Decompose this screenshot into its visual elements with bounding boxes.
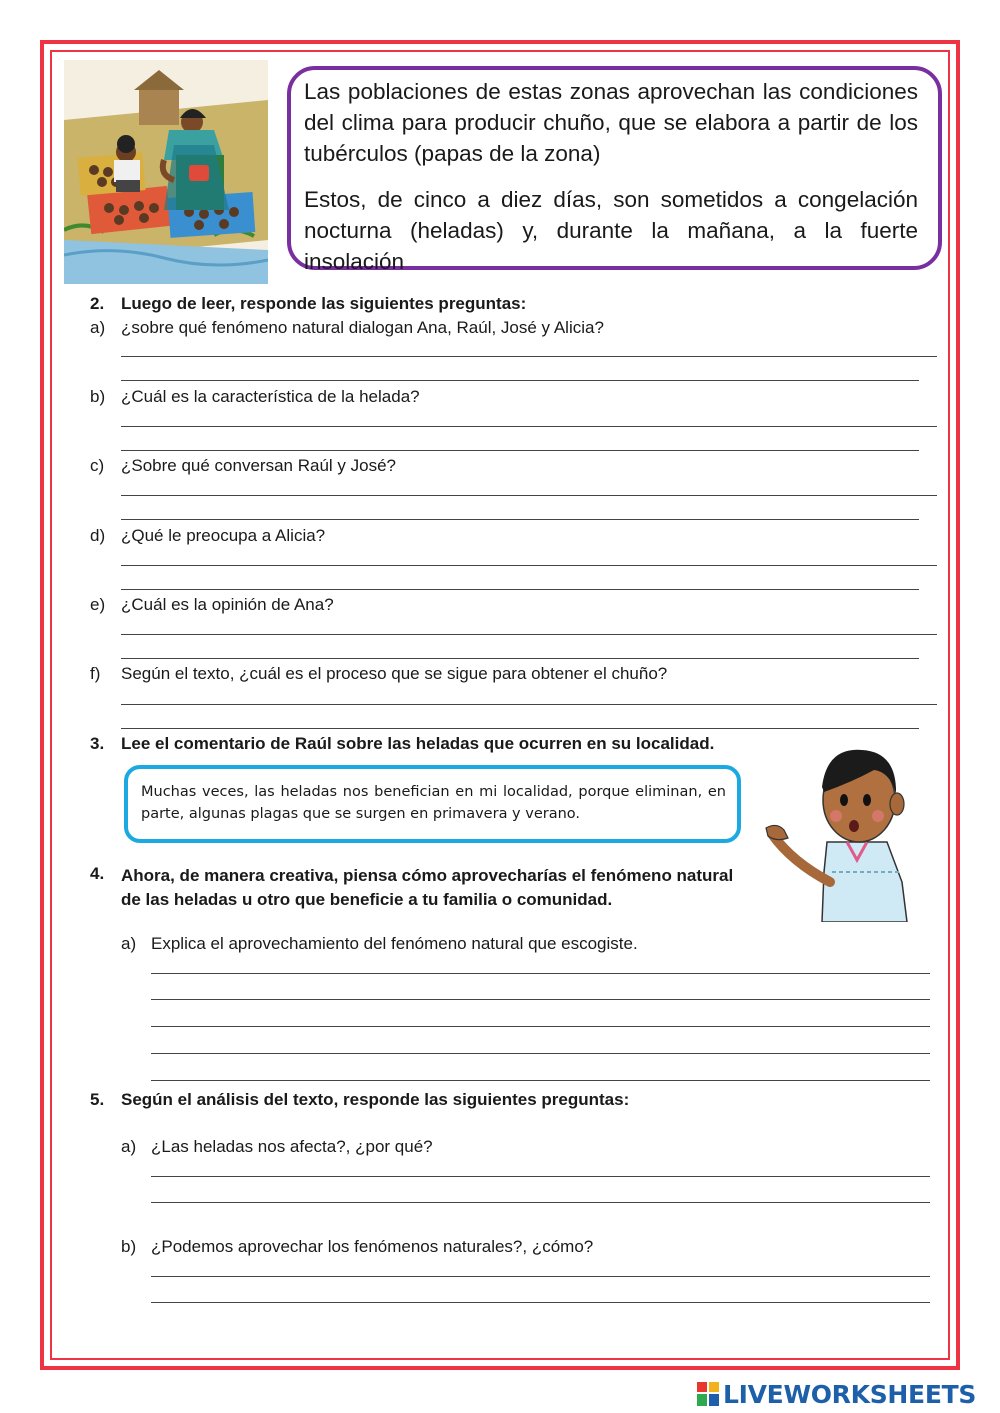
question-text: ¿Las heladas nos afecta?, ¿por qué? (151, 1137, 433, 1156)
question-text: Explica el aprovechamiento del fenómeno natural que escogiste. (151, 934, 638, 953)
answer-line[interactable] (121, 495, 937, 496)
border-corner-mark (70, 40, 100, 44)
question-letter: d) (90, 526, 106, 545)
liveworksheets-logo (697, 1380, 976, 1408)
question-letter: a) (121, 1137, 137, 1156)
boy-illustration (762, 742, 912, 922)
intro-paragraph: Estos, de cinco a diez días, son sometidos a congelación nocturna (heladas) y, durante la mañana, a la fuerte insolación (304, 187, 918, 274)
border-corner-mark (900, 1366, 930, 1370)
question-text: ¿Cuál es la característica de la helada? (121, 387, 420, 406)
question-text: ¿Sobre qué conversan Raúl y José? (121, 456, 396, 475)
brand-name: LIVEWORKSHEETS (723, 1379, 977, 1409)
intro-text (304, 76, 918, 292)
question-letter: b) (121, 1237, 137, 1256)
answer-line[interactable] (121, 634, 937, 635)
answer-line[interactable] (121, 356, 937, 357)
question-text: ¿Qué le preocupa a Alicia? (121, 526, 326, 545)
question-text: ¿sobre qué fenómeno natural dialogan Ana, Raúl, José y Alicia? (121, 318, 604, 337)
section-title: Luego de leer, responde las siguientes preguntas: (121, 294, 527, 313)
section-title: Lee el comentario de Raúl sobre las heladas que ocurren en su localidad. (121, 734, 715, 753)
answer-line[interactable] (151, 1026, 930, 1027)
chuno-drying-illustration (64, 60, 268, 284)
section-number: 4. (90, 864, 105, 883)
answer-line[interactable] (121, 519, 919, 520)
border-corner-mark (900, 40, 930, 44)
answer-line[interactable] (151, 1302, 930, 1303)
answer-line[interactable] (121, 728, 919, 729)
answer-line[interactable] (151, 973, 930, 974)
section-title: Ahora, de manera creativa, piensa cómo aprovecharías el fenómeno natural de las heladas u otro que beneficie a tu familia o comunidad. (121, 866, 734, 909)
answer-line[interactable] (121, 426, 937, 427)
answer-line[interactable] (121, 450, 919, 451)
section-number: 3. (90, 734, 105, 753)
intro-paragraph: Las poblaciones de estas zonas aprovechan las condiciones del clima para producir chuño, que se elabora a partir de los tubérculos (papas de la zona) (304, 79, 918, 166)
answer-line[interactable] (151, 1202, 930, 1203)
question-letter: e) (90, 595, 106, 614)
section-number: 2. (90, 294, 105, 313)
answer-line[interactable] (151, 999, 930, 1000)
answer-line[interactable] (121, 704, 937, 705)
liveworksheets-logo-icon (697, 1382, 719, 1406)
question-letter: f) (90, 664, 101, 683)
answer-line[interactable] (151, 1276, 930, 1277)
answer-line[interactable] (121, 589, 919, 590)
question-letter: c) (90, 456, 105, 475)
answer-line[interactable] (121, 658, 919, 659)
question-text: ¿Cuál es la opinión de Ana? (121, 595, 334, 614)
answer-line[interactable] (151, 1080, 930, 1081)
question-letter: a) (121, 934, 137, 953)
border-corner-mark (70, 1366, 100, 1370)
question-text: ¿Podemos aprovechar los fenómenos naturales?, ¿cómo? (151, 1237, 594, 1256)
question-text: Según el texto, ¿cuál es el proceso que se sigue para obtener el chuño? (121, 664, 668, 683)
answer-line[interactable] (151, 1053, 930, 1054)
section-number: 5. (90, 1090, 105, 1109)
section-title: Según el análisis del texto, responde las siguientes preguntas: (121, 1090, 630, 1109)
question-letter: b) (90, 387, 106, 406)
raul-comment: Muchas veces, las heladas nos benefician en mi localidad, porque eliminan, en parte, algunas plagas que se surgen en primavera y verano. (141, 784, 726, 822)
answer-line[interactable] (121, 380, 919, 381)
answer-line[interactable] (151, 1176, 930, 1177)
question-letter: a) (90, 318, 106, 337)
answer-line[interactable] (121, 565, 937, 566)
